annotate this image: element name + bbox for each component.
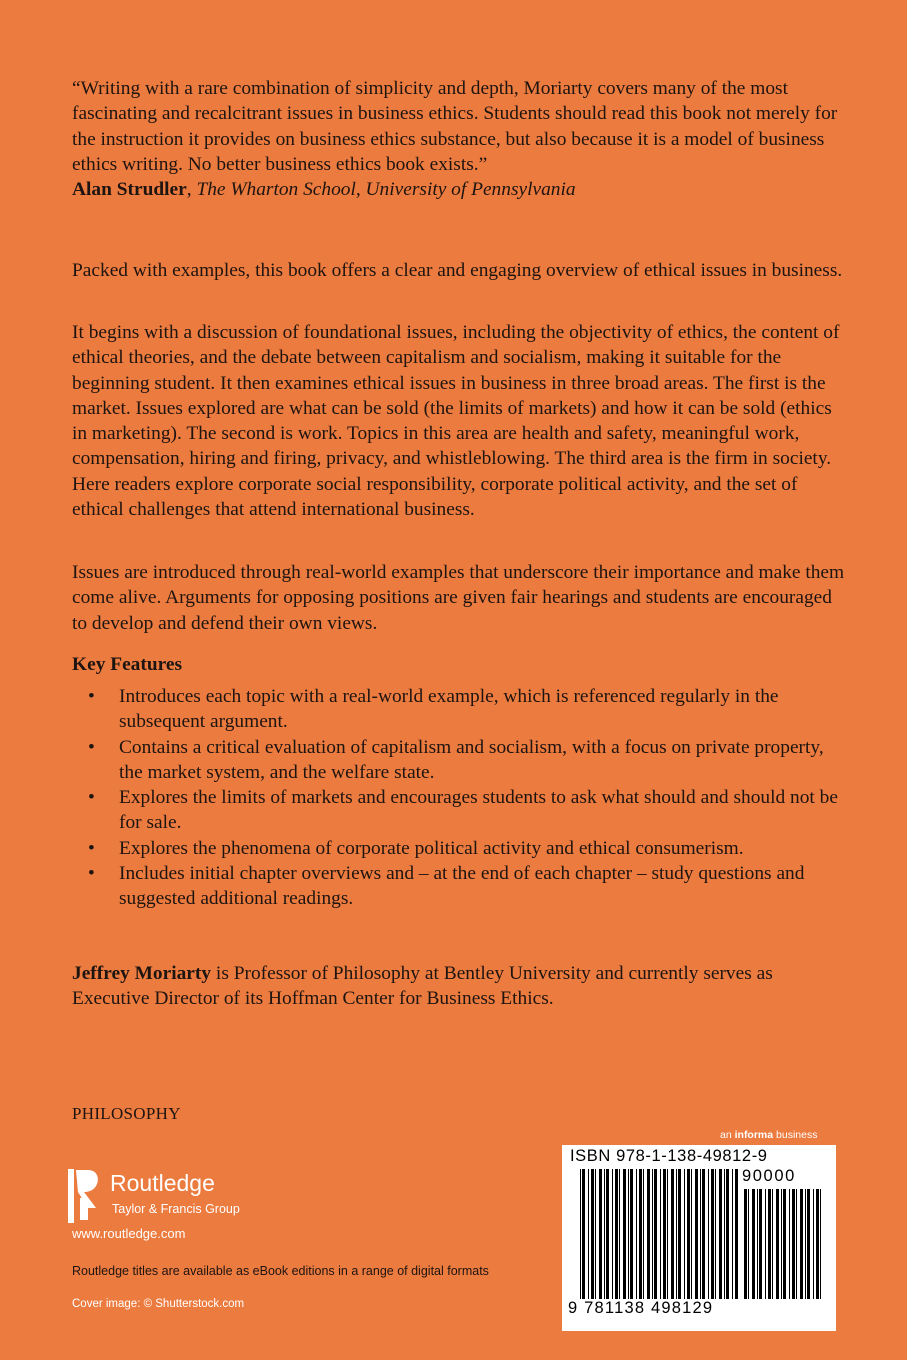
barcode-bar xyxy=(719,1169,722,1299)
barcode-bar xyxy=(748,1189,749,1299)
barcode-bars xyxy=(580,1169,740,1299)
barcode-bar xyxy=(612,1169,613,1299)
bullet: • xyxy=(88,863,95,885)
list-item: • Contains a critical evaluation of capitalism and socialism, with a focus on private property, the market system, and the welfare state. xyxy=(88,736,824,783)
isbn-barcode xyxy=(562,1145,836,1331)
publisher-name: Routledge xyxy=(110,1170,215,1196)
barcode-bar xyxy=(604,1169,605,1299)
quote-text: “Writing with a rare combination of simplicity and depth, Moriarty covers many of the most fascinating and recalcitrant issues in business ethics. Students should read this book not merely for the instruction it provides on business ethics substance, but also because it is a model of business ethics writing. No better business ethics book exists.” xyxy=(72,78,838,175)
subject-category: PHILOSOPHY xyxy=(72,1104,181,1123)
barcode-bar xyxy=(820,1189,821,1299)
barcode-bar xyxy=(796,1189,797,1299)
barcode-bar xyxy=(708,1169,709,1299)
barcode-bar xyxy=(813,1189,814,1299)
barcode-bar xyxy=(772,1189,773,1299)
author-bio xyxy=(72,961,847,1012)
barcode-bar xyxy=(580,1169,581,1299)
barcode-bar xyxy=(667,1169,668,1299)
cover-credit: Cover image: © Shutterstock.com xyxy=(72,1298,245,1310)
publisher-website: www.routledge.com xyxy=(72,1226,186,1241)
bullet: • xyxy=(88,736,95,758)
barcode-bar xyxy=(630,1169,633,1299)
barcode-bar xyxy=(623,1169,626,1299)
endorsement-quote: “Writing with a rare combination of simplicity and depth, Moriarty covers many of the most fascinating and recalcitrant issues in business ethics. Students should read this book not merely for the instruction it provides on business ethics substance, but also because it is a model of business ethics writing. No better business ethics book exists.” Alan Strudler, The Wharton School, University of Pennsylvania xyxy=(72,78,838,201)
barcode-bar xyxy=(792,1189,795,1299)
barcode-bar xyxy=(660,1169,661,1299)
barcode-bar xyxy=(711,1169,714,1299)
barcode-bar xyxy=(816,1189,819,1299)
barcode-bar xyxy=(805,1189,806,1299)
barcode-bar xyxy=(636,1169,637,1299)
barcode-bar xyxy=(676,1169,677,1299)
barcode-bar xyxy=(591,1169,594,1299)
barcode-bar xyxy=(781,1189,782,1299)
barcode-bar xyxy=(606,1169,609,1299)
informa-tagline: an informa business xyxy=(720,1129,818,1141)
list-item: • Explores the limits of markets and encourages students to ask what should and should not be for sale. xyxy=(88,787,838,834)
bullet: • xyxy=(88,837,95,859)
barcode-bar xyxy=(726,1169,729,1299)
barcode-bar xyxy=(615,1169,618,1299)
barcode-bar xyxy=(776,1189,779,1299)
barcode-bar xyxy=(643,1169,644,1299)
key-features-heading: Key Features xyxy=(72,654,183,675)
barcode-bar xyxy=(671,1169,674,1299)
barcode-bar xyxy=(783,1189,786,1299)
quote-affiliation: The Wharton School, University of Pennsylvania xyxy=(196,179,576,201)
description-intro: Packed with examples, this book offers a clear and engaging overview of ethical issues in business. xyxy=(72,260,843,281)
barcode-bar xyxy=(757,1189,758,1299)
list-item: • Includes initial chapter overviews and – at the end of each chapter – study questions and suggested additional readings. xyxy=(88,863,805,910)
barcode-bar xyxy=(595,1169,596,1299)
publisher-group: Taylor & Francis Group xyxy=(112,1202,240,1216)
informa-brand: informa xyxy=(734,1129,774,1141)
barcode-bar xyxy=(807,1189,810,1299)
routledge-r-mark-icon xyxy=(66,1168,106,1224)
barcode-bar xyxy=(599,1169,602,1299)
ean-number: 9 781138 498129 xyxy=(568,1299,714,1317)
ebook-note: Routledge titles are available as eBook editions in a range of digital formats xyxy=(72,1264,489,1278)
barcode-bar xyxy=(759,1189,762,1299)
barcode-bar xyxy=(663,1169,666,1299)
barcode-bar xyxy=(732,1169,733,1299)
barcode-bar xyxy=(639,1169,642,1299)
barcode-bar xyxy=(735,1169,738,1299)
bullet: • xyxy=(88,686,95,707)
bullet: • xyxy=(88,787,95,809)
barcode-bar xyxy=(619,1169,620,1299)
isbn-label: ISBN 978-1-138-49812-9 xyxy=(570,1147,768,1165)
barcode-bar xyxy=(628,1169,629,1299)
barcode-bar xyxy=(700,1169,701,1299)
list-item: • Introduces each topic with a real-world example, which is referenced regularly in the subsequent argument. xyxy=(88,686,779,733)
barcode-bar xyxy=(752,1189,755,1299)
key-features-list xyxy=(72,684,847,912)
routledge-logo xyxy=(66,1168,286,1224)
barcode-bar xyxy=(715,1169,716,1299)
barcode-bar xyxy=(678,1169,681,1299)
author-bio-text: is Professor of Philosophy at Bentley University and currently serves as Executive Director of its Hoffman Center for Business Ethics. xyxy=(72,963,773,1010)
quote-author: Alan Strudler xyxy=(72,179,187,201)
barcode-bar xyxy=(647,1169,650,1299)
barcode-bar xyxy=(724,1169,725,1299)
barcode-bar xyxy=(687,1169,690,1299)
barcode-bar xyxy=(744,1189,747,1299)
barcode-bar xyxy=(654,1169,657,1299)
barcode-bar xyxy=(691,1169,692,1299)
barcode-bar xyxy=(582,1169,585,1299)
barcode-bar xyxy=(588,1169,589,1299)
list-item: • Explores the phenomena of corporate political activity and ethical consumerism. xyxy=(72,836,847,861)
barcode-bar xyxy=(702,1169,705,1299)
author-name: Jeffrey Moriarty xyxy=(72,963,212,984)
barcode-bar xyxy=(695,1169,698,1299)
barcode-bar xyxy=(684,1169,685,1299)
barcode-bar xyxy=(789,1189,790,1299)
barcode-addon-number: 90000 xyxy=(742,1167,796,1185)
barcode-bar xyxy=(800,1189,803,1299)
description-paragraph-2: It begins with a discussion of foundational issues, including the objectivity of ethics, the content of ethical theories, and the debate between capitalism and socialism, making it suitable for the beginning student. It then examines ethical issues in business in three broad areas. The first is the market. Issues explored are what can be sold (the limits of markets) and how it can be sold (ethics in marketing). The second is work. Topics in this area are health and safety, meaningful work, compensation, hiring and firing, privacy, and whistleblowing. The third area is the firm in society. Here readers explore corporate social responsibility, corporate political activity, and the set of ethical challenges that attend international business. xyxy=(72,322,840,521)
description-paragraph-3: Issues are introduced through real-world examples that underscore their importance and make them come alive. Arguments for opposing positions are given fair hearings and students are encouraged to develop and defend their own views. xyxy=(72,562,845,634)
barcode-bar xyxy=(765,1189,766,1299)
barcode-bar xyxy=(652,1169,653,1299)
barcode-addon-bars xyxy=(744,1189,822,1299)
barcode-bar xyxy=(768,1189,771,1299)
